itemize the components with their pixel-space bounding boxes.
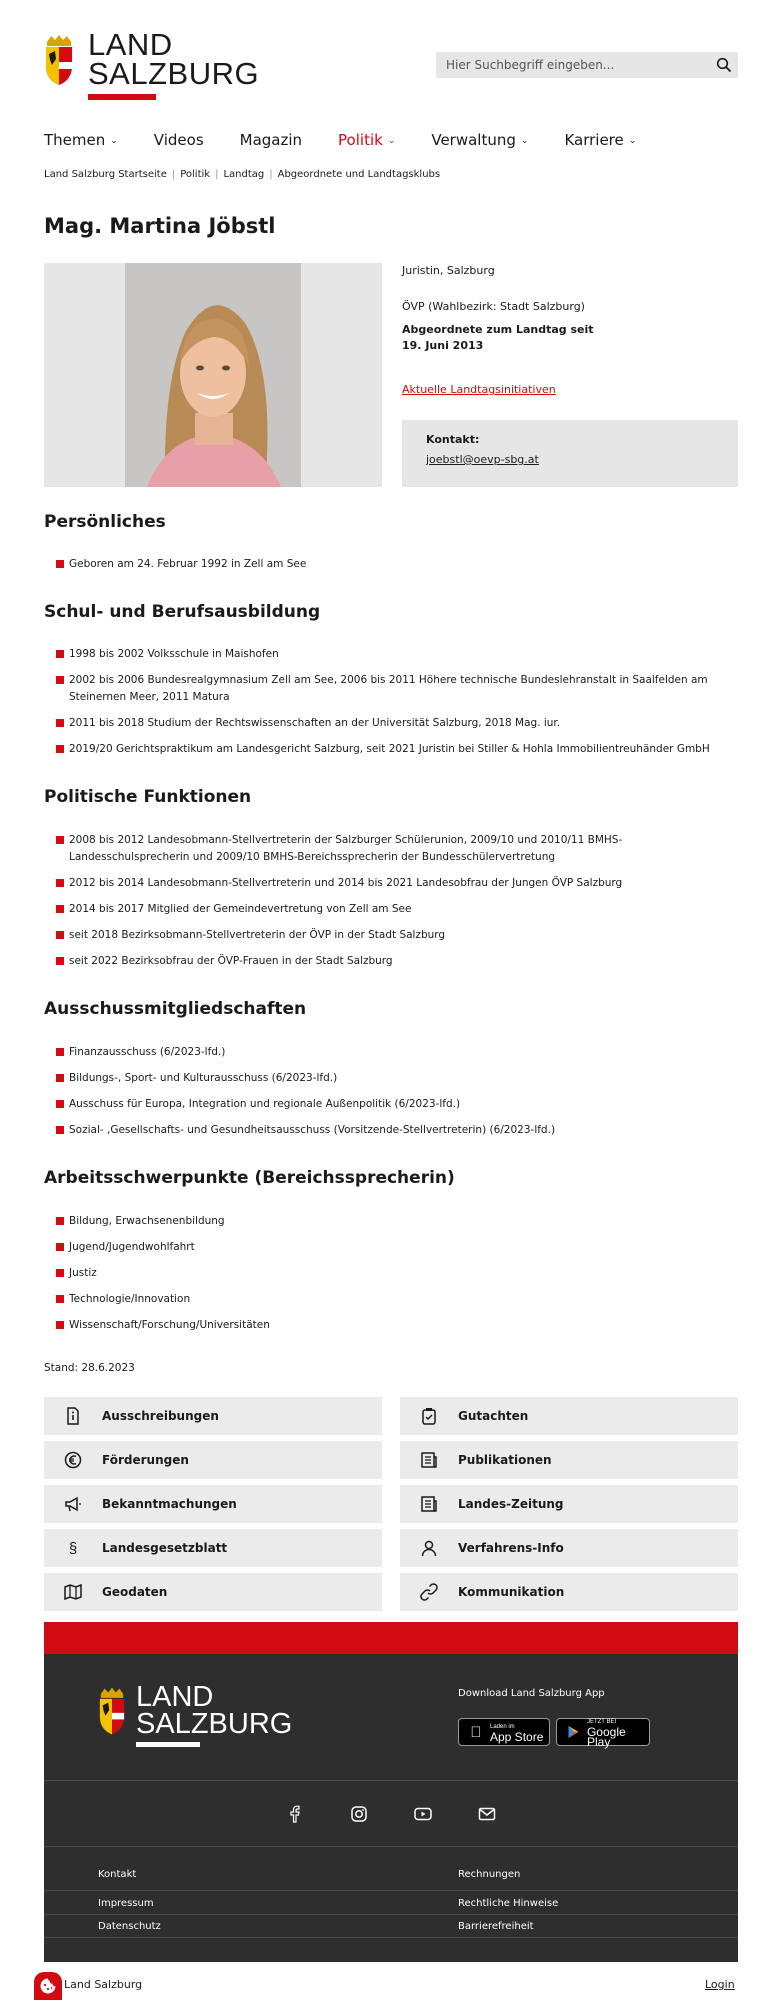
facebook-icon[interactable]: [285, 1804, 305, 1824]
nav-item-themen[interactable]: [44, 128, 118, 152]
list-item: 2011 bis 2018 Studium der Rechtswissenschaften an der Universität Salzburg, 2018 Mag. iur.: [56, 715, 738, 732]
list-item: 1998 bis 2002 Volksschule in Maishofen: [56, 646, 738, 663]
breadcrumb: [44, 169, 440, 180]
breadcrumb-separator: |: [215, 169, 219, 180]
profile-since: Abgeordnete zum Landtag seit 19. Juni 2013: [402, 323, 594, 352]
cookie-icon: [39, 1977, 57, 1995]
logo-text-line2: SALZBURG: [88, 56, 260, 91]
section-title-education: Schul- und Berufsausbildung: [44, 602, 321, 622]
footer-logo-text-line1: LAND: [136, 1681, 214, 1713]
committees-list: [56, 1044, 738, 1148]
tile-label: Landesgesetzblatt: [102, 1541, 228, 1555]
list-item: 2002 bis 2006 Bundesrealgymnasium Zell am See, 2006 bis 2011 Höhere technische Bundeslehranstalt in Saalfelden am Steinernen Meer, 2011 Matura: [56, 672, 738, 706]
section-title-focus: Arbeitsschwerpunkte (Bereichssprecherin): [44, 1168, 455, 1188]
footer-divider: [44, 1890, 738, 1891]
tile-verfahrens-info[interactable]: [400, 1529, 738, 1567]
footer: [44, 1654, 738, 1962]
education-list: [56, 646, 738, 767]
footer-logo-underline: [136, 1742, 200, 1747]
portrait-photo: [125, 263, 301, 487]
clipboard-icon: [420, 1407, 438, 1425]
appstore-big-text: App Store: [490, 1730, 544, 1744]
tile-label: Förderungen: [102, 1453, 189, 1467]
appstore-small-text: Laden im: [490, 1724, 515, 1730]
nav-item-karriere[interactable]: [564, 128, 636, 152]
nav-label: Videos: [153, 131, 204, 149]
breadcrumb-link-landtag[interactable]: Landtag: [223, 169, 265, 180]
tile-label: Ausschreibungen: [102, 1409, 219, 1423]
contact-label: Kontakt:: [426, 433, 480, 446]
footer-link-kontakt[interactable]: Kontakt: [98, 1869, 137, 1880]
list-item: Bildungs-, Sport- und Kulturausschuss (6/2023-lfd.): [56, 1070, 738, 1087]
nav-label: Themen: [44, 131, 106, 149]
tile-label: Landes-Zeitung: [458, 1497, 564, 1511]
section-title-committees: Ausschussmitgliedschaften: [44, 999, 307, 1019]
tile-landes-zeitung[interactable]: [400, 1485, 738, 1523]
apple-icon: [466, 1724, 486, 1741]
main-navigation: [44, 128, 738, 152]
paragraph-icon: §: [68, 1539, 78, 1557]
section-title-personal: Persönliches: [44, 512, 166, 532]
social-links: [44, 1804, 738, 1832]
tile-bekanntmachungen[interactable]: [44, 1485, 382, 1523]
tile-label: Bekanntmachungen: [102, 1497, 237, 1511]
bottom-site-label: Land Salzburg: [64, 1978, 143, 1991]
breadcrumb-link-abgeordnete[interactable]: Abgeordnete und Landtagsklubs: [277, 169, 441, 180]
login-link[interactable]: Login: [705, 1978, 735, 1991]
cookie-settings-button[interactable]: [34, 1972, 62, 2000]
youtube-icon[interactable]: [413, 1804, 433, 1824]
nav-item-verwaltung[interactable]: [431, 128, 528, 152]
map-icon: [64, 1583, 82, 1601]
search-box: [436, 52, 738, 78]
megaphone-icon: [64, 1495, 82, 1513]
footer-divider: [44, 1937, 738, 1938]
nav-label: Magazin: [239, 131, 303, 149]
salzburg-crest-icon: [44, 34, 74, 86]
tile-geodaten[interactable]: [44, 1573, 382, 1611]
list-item: 2019/20 Gerichtspraktikum am Landesgericht Salzburg, seit 2021 Juristin bei Stiller & Hohla Immobilientreuhänder GmbH: [56, 741, 738, 758]
euro-icon: [64, 1451, 82, 1469]
logo-text-line1: LAND: [88, 27, 173, 62]
footer-divider: [44, 1846, 738, 1847]
list-item: 2012 bis 2014 Landesobmann-Stellvertreterin und 2014 bis 2021 Landesobfrau der Jungen ÖVP Salzburg: [56, 875, 738, 892]
footer-logo[interactable]: [98, 1681, 298, 1754]
chevron-down-icon: ⌄: [628, 135, 637, 146]
personal-list: [56, 556, 738, 582]
section-title-political: Politische Funktionen: [44, 787, 252, 807]
footer-link-impressum[interactable]: Impressum: [98, 1898, 154, 1909]
nav-item-politik[interactable]: [338, 128, 395, 152]
political-list: [56, 832, 738, 979]
footer-divider: [44, 1914, 738, 1915]
tile-label: Verfahrens-Info: [458, 1541, 564, 1555]
logo-underline: [88, 94, 156, 100]
salzburg-crest-icon: [98, 1686, 126, 1736]
nav-label: Karriere: [564, 131, 624, 149]
site-logo[interactable]: [44, 27, 260, 102]
tile-kommunikation[interactable]: [400, 1573, 738, 1611]
search-input[interactable]: [436, 52, 706, 78]
footer-logo-text-line2: SALZBURG: [136, 1708, 293, 1740]
contact-box: [402, 420, 738, 487]
list-item: Jugend/Jugendwohlfahrt: [56, 1239, 738, 1256]
list-item: Geboren am 24. Februar 1992 in Zell am See: [56, 556, 738, 573]
tile-label: Publikationen: [458, 1453, 552, 1467]
search-icon[interactable]: [716, 57, 732, 73]
tile-publikationen[interactable]: [400, 1441, 738, 1479]
person-icon: [420, 1539, 438, 1557]
list-item: Ausschuss für Europa, Integration und regionale Außenpolitik (6/2023-lfd.): [56, 1096, 738, 1113]
breadcrumb-separator: |: [171, 169, 176, 180]
nav-item-videos[interactable]: [154, 128, 204, 152]
list-item: 2008 bis 2012 Landesobmann-Stellvertreterin der Salzburger Schülerunion, 2009/10 und 2010/11 BMHS-Landesschulsprecherin und 2009/10 BMHS-Bereichssprecherin der Bundesschülervertretung: [56, 832, 738, 866]
newspaper-icon: [420, 1451, 438, 1469]
tile-gutachten[interactable]: [400, 1397, 738, 1435]
initiatives-link[interactable]: Aktuelle Landtagsinitiativen: [402, 383, 556, 396]
app-download-title: Download Land Salzburg App: [458, 1688, 605, 1699]
chevron-down-icon: ⌄: [520, 135, 529, 146]
profile-party: ÖVP (Wahlbezirk: Stadt Salzburg): [402, 300, 585, 313]
breadcrumb-link-home[interactable]: Land Salzburg Startseite: [44, 169, 167, 180]
list-item: Wissenschaft/Forschung/Universitäten: [56, 1317, 738, 1334]
breadcrumb-link-politik[interactable]: Politik: [180, 169, 211, 180]
tile-ausschreibungen[interactable]: [44, 1397, 382, 1435]
newspaper-icon: [420, 1495, 438, 1513]
tile-landesgesetzblatt[interactable]: [44, 1529, 382, 1567]
tile-label: Kommunikation: [458, 1585, 565, 1599]
portrait-frame: [44, 263, 382, 487]
breadcrumb-separator: |: [269, 169, 273, 180]
tile-label: Geodaten: [102, 1585, 168, 1599]
footer-link-barrierefreiheit[interactable]: Barrierefreiheit: [458, 1921, 534, 1932]
focus-list: [56, 1213, 738, 1343]
list-item: seit 2018 Bezirksobmann-Stellvertreterin der ÖVP in der Stadt Salzburg: [56, 927, 738, 944]
list-item: Technologie/Innovation: [56, 1291, 738, 1308]
document-info-icon: [64, 1407, 82, 1425]
tile-label: Gutachten: [458, 1409, 529, 1423]
google-play-button[interactable]: [556, 1718, 650, 1749]
chevron-down-icon: ⌄: [387, 135, 396, 146]
footer-divider: [44, 1780, 738, 1781]
googleplay-small-text: JETZT BEI: [586, 1719, 617, 1725]
nav-item-magazin[interactable]: [240, 128, 302, 152]
nav-label: Politik: [338, 131, 383, 149]
instagram-icon[interactable]: [349, 1804, 369, 1824]
footer-red-bar: [44, 1622, 738, 1654]
chevron-down-icon: ⌄: [110, 135, 118, 146]
footer-link-datenschutz[interactable]: Datenschutz: [98, 1921, 161, 1932]
list-item: Justiz: [56, 1265, 738, 1282]
list-item: Finanzausschuss (6/2023-lfd.): [56, 1044, 738, 1061]
list-item: Bildung, Erwachsenenbildung: [56, 1213, 738, 1230]
list-item: 2014 bis 2017 Mitglied der Gemeindevertretung von Zell am See: [56, 901, 738, 918]
tile-foerderungen[interactable]: [44, 1441, 382, 1479]
page-title: Mag. Martina Jöbstl: [44, 214, 276, 238]
stand-date: Stand: 28.6.2023: [44, 1362, 135, 1374]
mail-icon[interactable]: [477, 1804, 497, 1824]
footer-link-rechtliche-hinweise[interactable]: Rechtliche Hinweise: [458, 1898, 559, 1909]
app-store-button[interactable]: [458, 1718, 550, 1746]
contact-email-link[interactable]: joebstl@oevp-sbg.at: [426, 453, 539, 466]
nav-label: Verwaltung: [431, 131, 516, 149]
profile-profession: Juristin, Salzburg: [402, 264, 495, 277]
footer-link-rechnungen[interactable]: Rechnungen: [458, 1869, 521, 1880]
link-icon: [420, 1583, 438, 1601]
google-play-icon: [564, 1725, 583, 1739]
googleplay-big-text: Google Play: [586, 1725, 626, 1749]
list-item: seit 2022 Bezirksobfrau der ÖVP-Frauen in der Stadt Salzburg: [56, 953, 738, 970]
list-item: Sozial- ,Gesellschafts- und Gesundheitsausschuss (Vorsitzende-Stellvertreterin) (6/2023-lfd.): [56, 1122, 738, 1139]
